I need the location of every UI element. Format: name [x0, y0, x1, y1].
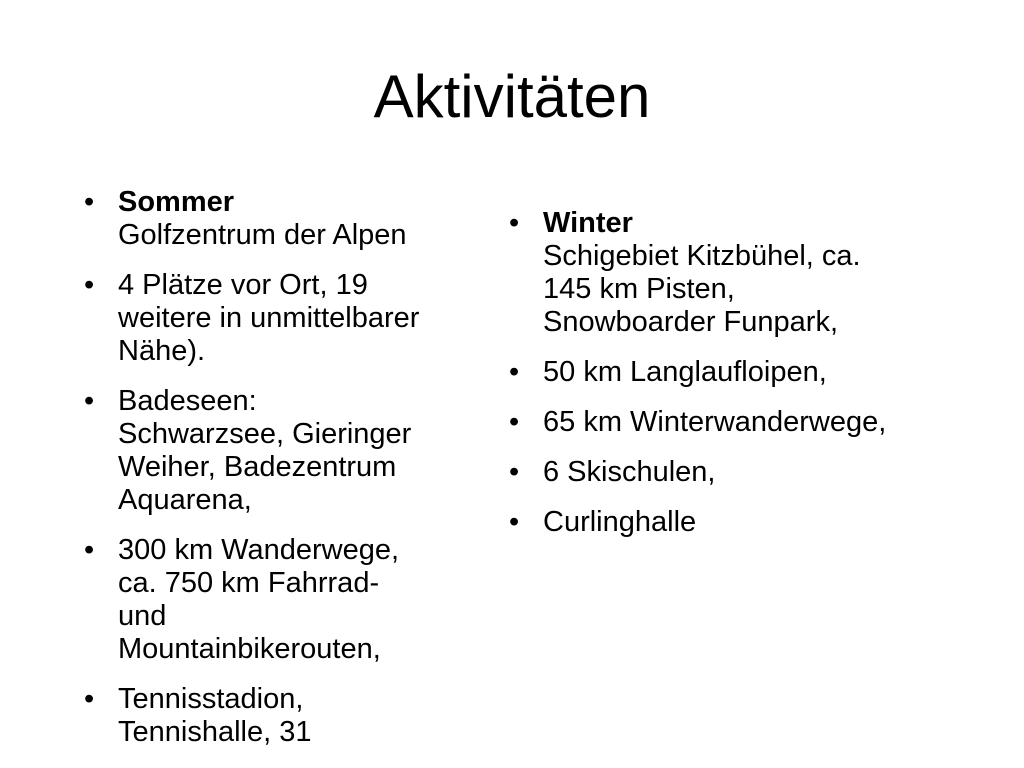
- list-item-curling: [505, 506, 975, 539]
- list-item-text: 300 km Wanderwege, ca. 750 km Fahrrad- und Mountainbikerouten,: [118, 534, 400, 665]
- list-item-golf-courses: [80, 269, 480, 368]
- summer-activities-list: [80, 186, 480, 766]
- slide-title: Aktivitäten: [373, 63, 651, 130]
- list-item-winter-hiking: [505, 406, 975, 439]
- bullet-icon: •: [84, 186, 95, 218]
- bullet-icon: •: [509, 207, 520, 239]
- list-item-tennis: [80, 683, 480, 749]
- list-item-text: Curlinghalle: [543, 506, 697, 538]
- list-item-text: Badeseen: Schwarzsee, Gieringer Weiher, Badezentrum Aquarena,: [118, 385, 412, 516]
- list-item-text: 4 Plätze vor Ort, 19 weitere in unmittelbarer Nähe).: [118, 269, 420, 367]
- bullet-icon: •: [509, 356, 520, 388]
- bullet-icon: •: [509, 506, 520, 538]
- winter-activities-list: [505, 207, 975, 556]
- bullet-icon: •: [84, 534, 95, 566]
- bullet-icon: •: [84, 385, 95, 417]
- bullet-icon: •: [84, 269, 95, 301]
- bullet-icon: •: [509, 456, 520, 488]
- list-item-text: Tennisstadion, Tennishalle, 31: [118, 683, 312, 748]
- list-item-lakes: [80, 385, 480, 517]
- list-item-text: Golfzentrum der Alpen: [118, 219, 407, 251]
- list-item-winter: [505, 207, 975, 339]
- list-item-text: Schigebiet Kitzbühel, ca. 145 km Pisten, Snowboarder Funpark,: [543, 240, 861, 338]
- list-item-hiking: [80, 534, 480, 666]
- list-item-summer: [80, 186, 480, 252]
- list-item-text: 65 km Winterwanderwege,: [543, 406, 887, 438]
- list-item-cross-country: [505, 356, 975, 389]
- bullet-icon: •: [84, 683, 95, 715]
- winter-heading: Winter: [543, 207, 633, 239]
- bullet-icon: •: [509, 406, 520, 438]
- list-item-text: 6 Skischulen,: [543, 456, 716, 488]
- list-item-text: 50 km Langlaufloipen,: [543, 356, 827, 388]
- summer-heading: Sommer: [118, 186, 235, 218]
- list-item-ski-schools: [505, 456, 975, 489]
